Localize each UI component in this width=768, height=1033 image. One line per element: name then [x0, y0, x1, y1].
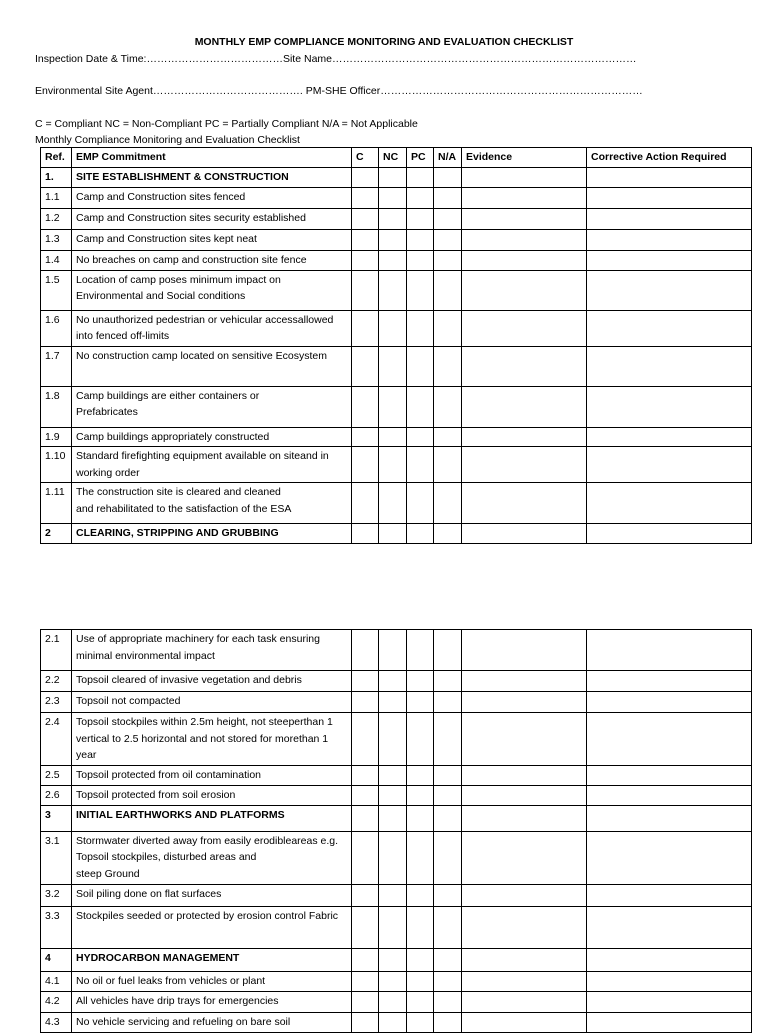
non-compliant-cell[interactable] — [379, 831, 407, 884]
not-applicable-cell[interactable] — [434, 483, 462, 524]
compliant-cell[interactable] — [352, 971, 379, 991]
corrective-action-cell[interactable] — [587, 208, 752, 229]
checklist-row — [41, 765, 752, 785]
checklist-row — [41, 906, 752, 948]
checklist-row — [41, 447, 752, 483]
header-non-compliant: NC — [379, 148, 407, 168]
compliant-cell[interactable] — [352, 884, 379, 906]
row-ref: 2.5 — [41, 765, 72, 785]
checklist-row — [41, 971, 752, 991]
evidence-cell[interactable] — [462, 270, 587, 310]
corrective-action-cell[interactable] — [587, 831, 752, 884]
checklist-row — [41, 692, 752, 713]
row-commitment: All vehicles have drip trays for emergencies — [72, 991, 352, 1012]
not-applicable-cell[interactable] — [434, 447, 462, 483]
compliant-cell[interactable] — [352, 630, 379, 671]
corrective-action-cell[interactable] — [587, 187, 752, 208]
row-commitment: Camp buildings are either containers or Prefabricates — [72, 386, 352, 427]
row-commitment: Soil piling done on flat surfaces — [72, 884, 352, 906]
document-title: MONTHLY EMP COMPLIANCE MONITORING AND EVALUATION CHECKLIST — [194, 36, 574, 48]
not-applicable-cell[interactable] — [434, 692, 462, 713]
non-compliant-cell[interactable] — [379, 785, 407, 805]
evidence-cell[interactable] — [462, 884, 587, 906]
corrective-action-cell[interactable] — [587, 765, 752, 785]
compliant-cell[interactable] — [352, 310, 379, 346]
partially-compliant-cell[interactable] — [407, 713, 434, 766]
partially-compliant-cell[interactable] — [407, 884, 434, 906]
row-commitment: Standard firefighting equipment available on siteand in working order — [72, 447, 352, 483]
corrective-action-cell[interactable] — [587, 785, 752, 805]
compliant-cell[interactable] — [352, 187, 379, 208]
evidence-cell[interactable] — [462, 971, 587, 991]
checklist-row — [41, 310, 752, 346]
corrective-action-cell[interactable] — [587, 524, 752, 544]
compliant-cell[interactable] — [352, 671, 379, 692]
partially-compliant-cell[interactable] — [407, 971, 434, 991]
checklist-row — [41, 884, 752, 906]
header-evidence: Evidence — [462, 148, 587, 168]
row-ref: 4.1 — [41, 971, 72, 991]
partially-compliant-cell[interactable] — [407, 630, 434, 671]
corrective-action-cell[interactable] — [587, 991, 752, 1012]
row-ref: 2.6 — [41, 785, 72, 805]
checklist-table-page1 — [40, 147, 752, 544]
corrective-action-cell[interactable] — [587, 805, 752, 831]
row-ref: 3.2 — [41, 884, 72, 906]
not-applicable-cell[interactable] — [434, 310, 462, 346]
evidence-cell[interactable] — [462, 250, 587, 270]
corrective-action-cell[interactable] — [587, 884, 752, 906]
evidence-cell[interactable] — [462, 524, 587, 544]
section-row — [41, 167, 752, 187]
row-commitment: HYDROCARBON MANAGEMENT — [72, 948, 352, 971]
not-applicable-cell[interactable] — [434, 971, 462, 991]
compliant-cell[interactable] — [352, 906, 379, 948]
evidence-cell[interactable] — [462, 346, 587, 386]
partially-compliant-cell[interactable] — [407, 692, 434, 713]
compliant-cell[interactable] — [352, 346, 379, 386]
section-row — [41, 805, 752, 831]
row-ref: 1. — [41, 167, 72, 187]
non-compliant-cell[interactable] — [379, 447, 407, 483]
partially-compliant-cell[interactable] — [407, 427, 434, 447]
compliant-cell[interactable] — [352, 167, 379, 187]
compliant-cell[interactable] — [352, 427, 379, 447]
row-ref: 3.3 — [41, 906, 72, 948]
compliant-cell[interactable] — [352, 250, 379, 270]
evidence-cell[interactable] — [462, 483, 587, 524]
corrective-action-cell[interactable] — [587, 971, 752, 991]
not-applicable-cell[interactable] — [434, 991, 462, 1012]
not-applicable-cell[interactable] — [434, 187, 462, 208]
partially-compliant-cell[interactable] — [407, 386, 434, 427]
corrective-action-cell[interactable] — [587, 1012, 752, 1032]
row-commitment: No construction camp located on sensitive Ecosystem — [72, 346, 352, 386]
checklist-row — [41, 1012, 752, 1032]
not-applicable-cell[interactable] — [434, 208, 462, 229]
non-compliant-cell[interactable] — [379, 167, 407, 187]
evidence-cell[interactable] — [462, 906, 587, 948]
corrective-action-cell[interactable] — [587, 427, 752, 447]
row-commitment: Topsoil stockpiles within 2.5m height, not steeperthan 1 vertical to 2.5 horizontal and not stored for morethan 1 year — [72, 713, 352, 766]
evidence-cell[interactable] — [462, 692, 587, 713]
row-ref: 1.7 — [41, 346, 72, 386]
non-compliant-cell[interactable] — [379, 948, 407, 971]
compliant-cell[interactable] — [352, 208, 379, 229]
partially-compliant-cell[interactable] — [407, 229, 434, 250]
evidence-cell[interactable] — [462, 805, 587, 831]
partially-compliant-cell[interactable] — [407, 948, 434, 971]
evidence-cell[interactable] — [462, 427, 587, 447]
compliant-cell[interactable] — [352, 785, 379, 805]
row-commitment: SITE ESTABLISHMENT & CONSTRUCTION — [72, 167, 352, 187]
compliant-cell[interactable] — [352, 386, 379, 427]
partially-compliant-cell[interactable] — [407, 208, 434, 229]
not-applicable-cell[interactable] — [434, 831, 462, 884]
evidence-cell[interactable] — [462, 831, 587, 884]
evidence-cell[interactable] — [462, 187, 587, 208]
row-ref: 2.4 — [41, 713, 72, 766]
checklist-row — [41, 346, 752, 386]
row-ref: 1.11 — [41, 483, 72, 524]
non-compliant-cell[interactable] — [379, 483, 407, 524]
section-row — [41, 524, 752, 544]
checklist-row — [41, 483, 752, 524]
partially-compliant-cell[interactable] — [407, 187, 434, 208]
row-commitment: Camp and Construction sites fenced — [72, 187, 352, 208]
not-applicable-cell[interactable] — [434, 884, 462, 906]
section-row — [41, 948, 752, 971]
compliant-cell[interactable] — [352, 713, 379, 766]
compliant-cell[interactable] — [352, 991, 379, 1012]
row-ref: 2 — [41, 524, 72, 544]
corrective-action-cell[interactable] — [587, 483, 752, 524]
evidence-cell[interactable] — [462, 785, 587, 805]
row-ref: 2.2 — [41, 671, 72, 692]
row-commitment: Topsoil protected from soil erosion — [72, 785, 352, 805]
row-ref: 1.8 — [41, 386, 72, 427]
row-ref: 3 — [41, 805, 72, 831]
row-commitment: Topsoil cleared of invasive vegetation and debris — [72, 671, 352, 692]
row-ref: 4 — [41, 948, 72, 971]
partially-compliant-cell[interactable] — [407, 785, 434, 805]
not-applicable-cell[interactable] — [434, 805, 462, 831]
not-applicable-cell[interactable] — [434, 713, 462, 766]
partially-compliant-cell[interactable] — [407, 524, 434, 544]
row-ref: 1.10 — [41, 447, 72, 483]
non-compliant-cell[interactable] — [379, 971, 407, 991]
header-not-applicable: N/A — [434, 148, 462, 168]
table-header-row — [41, 148, 752, 168]
partially-compliant-cell[interactable] — [407, 270, 434, 310]
corrective-action-cell[interactable] — [587, 250, 752, 270]
row-commitment: The construction site is cleared and cleaned and rehabilitated to the satisfaction of the ESA — [72, 483, 352, 524]
non-compliant-cell[interactable] — [379, 187, 407, 208]
evidence-cell[interactable] — [462, 630, 587, 671]
non-compliant-cell[interactable] — [379, 692, 407, 713]
non-compliant-cell[interactable] — [379, 250, 407, 270]
non-compliant-cell[interactable] — [379, 229, 407, 250]
header-partially-compliant: PC — [407, 148, 434, 168]
header-corrective-action: Corrective Action Required — [587, 148, 752, 168]
inspection-date-site-line: Inspection Date & Time:…………………………………Site Name…………………………………………………………………………… — [35, 53, 637, 65]
evidence-cell[interactable] — [462, 229, 587, 250]
compliant-cell[interactable] — [352, 447, 379, 483]
partially-compliant-cell[interactable] — [407, 447, 434, 483]
evidence-cell[interactable] — [462, 310, 587, 346]
corrective-action-cell[interactable] — [587, 447, 752, 483]
evidence-cell[interactable] — [462, 765, 587, 785]
row-ref: 1.1 — [41, 187, 72, 208]
row-ref: 2.1 — [41, 630, 72, 671]
corrective-action-cell[interactable] — [587, 229, 752, 250]
not-applicable-cell[interactable] — [434, 630, 462, 671]
header-ref: Ref. — [41, 148, 72, 168]
non-compliant-cell[interactable] — [379, 310, 407, 346]
corrective-action-cell[interactable] — [587, 346, 752, 386]
row-commitment: No unauthorized pedestrian or vehicular accessallowed into fenced off-limits — [72, 310, 352, 346]
row-commitment: INITIAL EARTHWORKS AND PLATFORMS — [72, 805, 352, 831]
non-compliant-cell[interactable] — [379, 884, 407, 906]
row-commitment: No oil or fuel leaks from vehicles or plant — [72, 971, 352, 991]
partially-compliant-cell[interactable] — [407, 765, 434, 785]
not-applicable-cell[interactable] — [434, 229, 462, 250]
checklist-row — [41, 831, 752, 884]
evidence-cell[interactable] — [462, 167, 587, 187]
compliance-legend: C = Compliant NC = Non-Compliant PC = Partially Compliant N/A = Not Applicable — [35, 118, 418, 130]
corrective-action-cell[interactable] — [587, 906, 752, 948]
not-applicable-cell[interactable] — [434, 524, 462, 544]
non-compliant-cell[interactable] — [379, 386, 407, 427]
checklist-row — [41, 785, 752, 805]
row-ref: 1.6 — [41, 310, 72, 346]
not-applicable-cell[interactable] — [434, 785, 462, 805]
partially-compliant-cell[interactable] — [407, 483, 434, 524]
row-ref: 2.3 — [41, 692, 72, 713]
non-compliant-cell[interactable] — [379, 713, 407, 766]
non-compliant-cell[interactable] — [379, 991, 407, 1012]
checklist-row — [41, 187, 752, 208]
row-commitment: No vehicle servicing and refueling on bare soil — [72, 1012, 352, 1032]
non-compliant-cell[interactable] — [379, 208, 407, 229]
corrective-action-cell[interactable] — [587, 270, 752, 310]
non-compliant-cell[interactable] — [379, 630, 407, 671]
compliant-cell[interactable] — [352, 765, 379, 785]
checklist-row — [41, 208, 752, 229]
checklist-row — [41, 270, 752, 310]
compliant-cell[interactable] — [352, 483, 379, 524]
partially-compliant-cell[interactable] — [407, 805, 434, 831]
compliant-cell[interactable] — [352, 270, 379, 310]
not-applicable-cell[interactable] — [434, 948, 462, 971]
corrective-action-cell[interactable] — [587, 310, 752, 346]
corrective-action-cell[interactable] — [587, 713, 752, 766]
evidence-cell[interactable] — [462, 991, 587, 1012]
compliant-cell[interactable] — [352, 524, 379, 544]
not-applicable-cell[interactable] — [434, 250, 462, 270]
not-applicable-cell[interactable] — [434, 671, 462, 692]
checklist-row — [41, 386, 752, 427]
checklist-row — [41, 713, 752, 766]
corrective-action-cell[interactable] — [587, 167, 752, 187]
partially-compliant-cell[interactable] — [407, 671, 434, 692]
non-compliant-cell[interactable] — [379, 524, 407, 544]
row-commitment: Camp buildings appropriately constructed — [72, 427, 352, 447]
not-applicable-cell[interactable] — [434, 346, 462, 386]
site-agent-officer-line: Environmental Site Agent……………………………………. PM-SHE Officer………………………………………………………………… — [35, 85, 643, 97]
evidence-cell[interactable] — [462, 1012, 587, 1032]
partially-compliant-cell[interactable] — [407, 1012, 434, 1032]
row-ref: 1.5 — [41, 270, 72, 310]
header-compliant: C — [352, 148, 379, 168]
corrective-action-cell[interactable] — [587, 386, 752, 427]
row-ref: 1.2 — [41, 208, 72, 229]
row-commitment: Camp and Construction sites kept neat — [72, 229, 352, 250]
partially-compliant-cell[interactable] — [407, 346, 434, 386]
row-commitment: Camp and Construction sites security established — [72, 208, 352, 229]
checklist-row — [41, 250, 752, 270]
partially-compliant-cell[interactable] — [407, 250, 434, 270]
not-applicable-cell[interactable] — [434, 765, 462, 785]
non-compliant-cell[interactable] — [379, 906, 407, 948]
compliant-cell[interactable] — [352, 831, 379, 884]
partially-compliant-cell[interactable] — [407, 167, 434, 187]
row-ref: 1.4 — [41, 250, 72, 270]
compliant-cell[interactable] — [352, 229, 379, 250]
non-compliant-cell[interactable] — [379, 765, 407, 785]
checklist-subtitle: Monthly Compliance Monitoring and Evaluation Checklist — [35, 134, 300, 146]
row-commitment: Location of camp poses minimum impact on Environmental and Social conditions — [72, 270, 352, 310]
compliant-cell[interactable] — [352, 805, 379, 831]
row-ref: 1.3 — [41, 229, 72, 250]
partially-compliant-cell[interactable] — [407, 831, 434, 884]
row-ref: 3.1 — [41, 831, 72, 884]
checklist-row — [41, 229, 752, 250]
row-commitment: Use of appropriate machinery for each task ensuring minimal environmental impact — [72, 630, 352, 671]
non-compliant-cell[interactable] — [379, 1012, 407, 1032]
row-ref: 1.9 — [41, 427, 72, 447]
header-emp-commitment: EMP Commitment — [72, 148, 352, 168]
evidence-cell[interactable] — [462, 386, 587, 427]
row-commitment: Stormwater diverted away from easily erodibleareas e.g. Topsoil stockpiles, disturbed areas and steep Ground — [72, 831, 352, 884]
checklist-row — [41, 427, 752, 447]
row-ref: 4.2 — [41, 991, 72, 1012]
non-compliant-cell[interactable] — [379, 805, 407, 831]
row-commitment: Topsoil not compacted — [72, 692, 352, 713]
partially-compliant-cell[interactable] — [407, 991, 434, 1012]
not-applicable-cell[interactable] — [434, 167, 462, 187]
compliant-cell[interactable] — [352, 948, 379, 971]
evidence-cell[interactable] — [462, 671, 587, 692]
non-compliant-cell[interactable] — [379, 346, 407, 386]
not-applicable-cell[interactable] — [434, 270, 462, 310]
evidence-cell[interactable] — [462, 208, 587, 229]
evidence-cell[interactable] — [462, 948, 587, 971]
corrective-action-cell[interactable] — [587, 692, 752, 713]
not-applicable-cell[interactable] — [434, 906, 462, 948]
evidence-cell[interactable] — [462, 713, 587, 766]
checklist-row — [41, 991, 752, 1012]
corrective-action-cell[interactable] — [587, 671, 752, 692]
checklist-row — [41, 671, 752, 692]
non-compliant-cell[interactable] — [379, 270, 407, 310]
row-ref: 4.3 — [41, 1012, 72, 1032]
corrective-action-cell[interactable] — [587, 630, 752, 671]
non-compliant-cell[interactable] — [379, 427, 407, 447]
row-commitment: Stockpiles seeded or protected by erosion control Fabric — [72, 906, 352, 948]
partially-compliant-cell[interactable] — [407, 310, 434, 346]
evidence-cell[interactable] — [462, 447, 587, 483]
checklist-table-page2 — [40, 629, 752, 1033]
non-compliant-cell[interactable] — [379, 671, 407, 692]
not-applicable-cell[interactable] — [434, 1012, 462, 1032]
compliant-cell[interactable] — [352, 692, 379, 713]
corrective-action-cell[interactable] — [587, 948, 752, 971]
partially-compliant-cell[interactable] — [407, 906, 434, 948]
not-applicable-cell[interactable] — [434, 386, 462, 427]
compliant-cell[interactable] — [352, 1012, 379, 1032]
row-commitment: CLEARING, STRIPPING AND GRUBBING — [72, 524, 352, 544]
row-commitment: No breaches on camp and construction site fence — [72, 250, 352, 270]
checklist-row — [41, 630, 752, 671]
not-applicable-cell[interactable] — [434, 427, 462, 447]
row-commitment: Topsoil protected from oil contamination — [72, 765, 352, 785]
